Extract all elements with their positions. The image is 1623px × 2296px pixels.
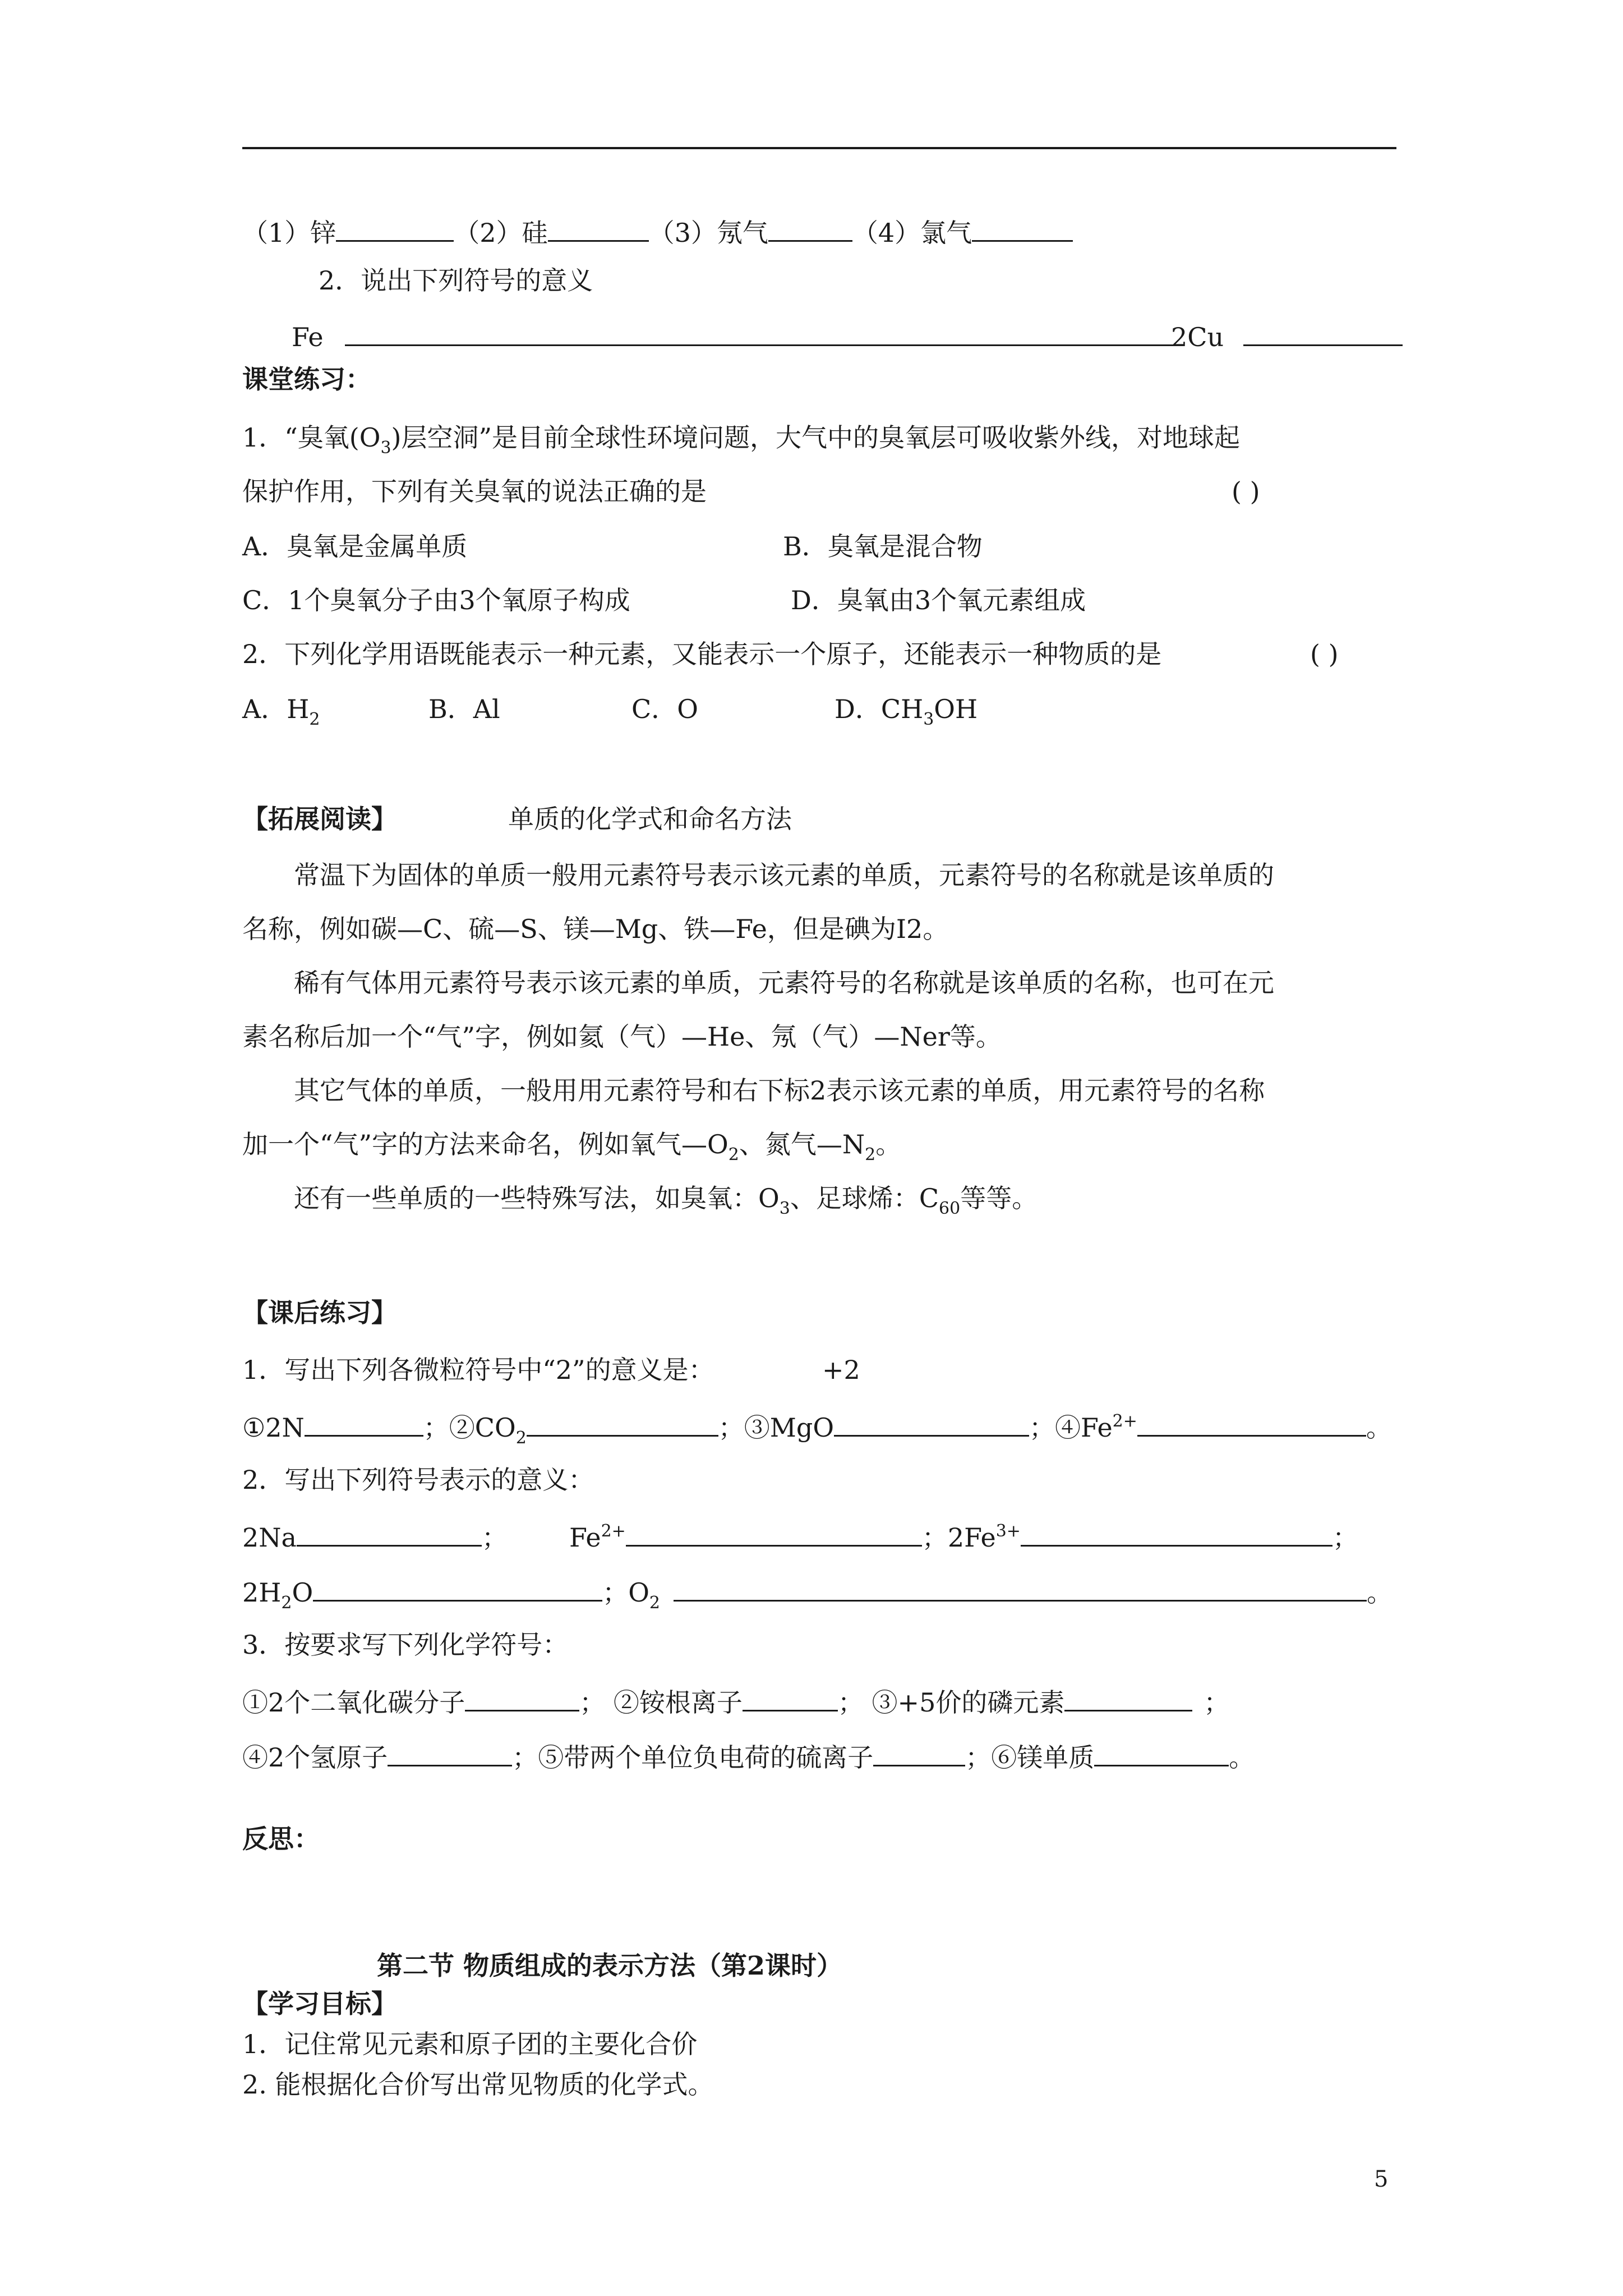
blank-o2[interactable] <box>674 1573 1367 1602</box>
blank-phosphorus[interactable] <box>1064 1683 1192 1711</box>
blank-chlorine[interactable] <box>972 213 1073 242</box>
blank-magnesium[interactable] <box>1094 1738 1229 1766</box>
blank-2h2o[interactable] <box>313 1573 602 1602</box>
blank-mgo[interactable] <box>834 1408 1029 1437</box>
reading-heading: 【拓展阅读】 <box>242 804 397 834</box>
q2-option-c: C．O <box>631 694 698 724</box>
after-q3-row2: ④2个氢原子 ；⑤带两个单位负电荷的硫离子 ；⑥镁单质 。 <box>242 1738 1255 1774</box>
fill-row: （1）锌 （2）硅 （3）氖气 （4）氯气 <box>242 213 1073 250</box>
goal-2: 2. 能根据化合价写出常见物质的化学式。 <box>242 2069 714 2100</box>
reading-p3b: 加一个“气”字的方法来命名，例如氧气$—O_2$、氮气$—N_2$。 <box>242 1129 902 1165</box>
blank-2fe3plus[interactable] <box>1021 1518 1332 1547</box>
blank-fe2plus-meaning[interactable] <box>626 1518 922 1547</box>
after-q3: 3．按要求写下列化学符号： <box>242 1630 569 1660</box>
after-q2-row1: 2Na ； $Fe^{2+}$ ；$2Fe^{3+}$ ； <box>242 1518 1358 1554</box>
after-q1-answers: ①2N ；$②CO_2$ ；③MgO ；$④Fe^{2+}$ 。 <box>242 1408 1392 1444</box>
reading-p1a: 常温下为固体的单质一般用元素符号表示该元素的单质，元素符号的名称就是该单质的 <box>294 860 1274 890</box>
blank-2cu[interactable] <box>1243 318 1403 346</box>
blank-2n[interactable] <box>305 1408 423 1437</box>
blank-fe2plus[interactable] <box>1137 1408 1366 1437</box>
option-b: B．臭氧是混合物 <box>783 531 983 562</box>
blank-co2[interactable] <box>527 1408 718 1437</box>
after-heading: 【课后练习】 <box>242 1297 397 1328</box>
blank-2co2-molecules[interactable] <box>465 1683 579 1711</box>
reading-p2a: 稀有气体用元素符号表示该元素的单质，元素符号的名称就是该单质的名称，也可在元 <box>294 968 1274 998</box>
reading-p3a: 其它气体的单质，一般用用元素符号和右下标2表示该元素的单质，用元素符号的名称 <box>294 1075 1265 1106</box>
goals-heading: 【学习目标】 <box>242 1989 397 2019</box>
option-c: C．1个臭氧分子由3个氧原子构成 <box>242 585 630 615</box>
after-q3-row1: ①2个二氧化碳分子 ； ②铵根离子 ； ③+5价的磷元素 ； <box>242 1683 1229 1719</box>
blank-silicon[interactable] <box>548 213 649 242</box>
option-a: A．臭氧是金属单质 <box>242 531 468 562</box>
section-title: 第二节 物质组成的表示方法（第2课时） <box>377 1950 843 1981</box>
page-number: 5 <box>1374 2166 1389 2192</box>
reading-p1b: 名称，例如碳—C、硫—S、镁—Mg、铁—Fe，但是碘为I2。 <box>242 914 949 944</box>
blank-2na[interactable] <box>297 1518 482 1547</box>
classroom-heading: 课堂练习： <box>242 364 371 394</box>
blank-sulfide-ion[interactable] <box>873 1738 965 1766</box>
reading-p4: 还有一些单质的一些特殊写法，如臭氧：$O_3$、足球烯：$C_{60}$等等。 <box>294 1183 1038 1218</box>
fe-row: Fe <box>292 318 1181 354</box>
option-d: D．臭氧由3个氧元素组成 <box>791 585 1086 615</box>
reading-p2b: 素名称后加一个“气”字，例如氦（气）—He、氖（气）—Ner等。 <box>242 1022 1002 1052</box>
after-q2: 2．写出下列符号表示的意义： <box>242 1465 594 1495</box>
classroom-q2-paren: ( ) <box>1310 639 1339 669</box>
classroom-q1-paren: ( ) <box>1232 476 1260 507</box>
after-plus2: +2 <box>822 1355 860 1385</box>
q2-option-b: B．Al <box>428 694 500 724</box>
after-q2-row2: $2H_2O$ ；$O_2$ 。 <box>242 1573 1393 1609</box>
classroom-q1: 1．“臭氧$(O_3)$层空洞”是目前全球性环境问题，大气中的臭氧层可吸收紫外线，对地球起 <box>242 422 1241 458</box>
blank-fe[interactable] <box>345 318 1181 346</box>
blank-2h-atoms[interactable] <box>388 1738 512 1766</box>
classroom-q1-line2: 保护作用，下列有关臭氧的说法正确的是 <box>242 476 707 507</box>
q2-option-d: D．$CH_3OH$ <box>834 694 978 729</box>
blank-neon[interactable] <box>768 213 852 242</box>
symbol-meaning-title: 2．说出下列符号的意义 <box>319 265 593 296</box>
blank-zinc[interactable] <box>336 213 454 242</box>
blank-ammonium[interactable] <box>743 1683 838 1711</box>
q2-option-a: A．$H_2$ <box>242 694 320 729</box>
cu-row: 2Cu <box>1171 318 1403 354</box>
reading-title: 单质的化学式和命名方法 <box>508 804 792 834</box>
classroom-q2: 2．下列化学用语既能表示一种元素，又能表示一个原子，还能表示一种物质的是 <box>242 639 1162 669</box>
goal-1: 1．记住常见元素和原子团的主要化合价 <box>242 2029 698 2059</box>
reflection-heading: 反思： <box>242 1824 320 1854</box>
header-rule <box>242 147 1396 149</box>
after-q1: 1．写出下列各微粒符号中“2”的意义是： <box>242 1355 714 1385</box>
